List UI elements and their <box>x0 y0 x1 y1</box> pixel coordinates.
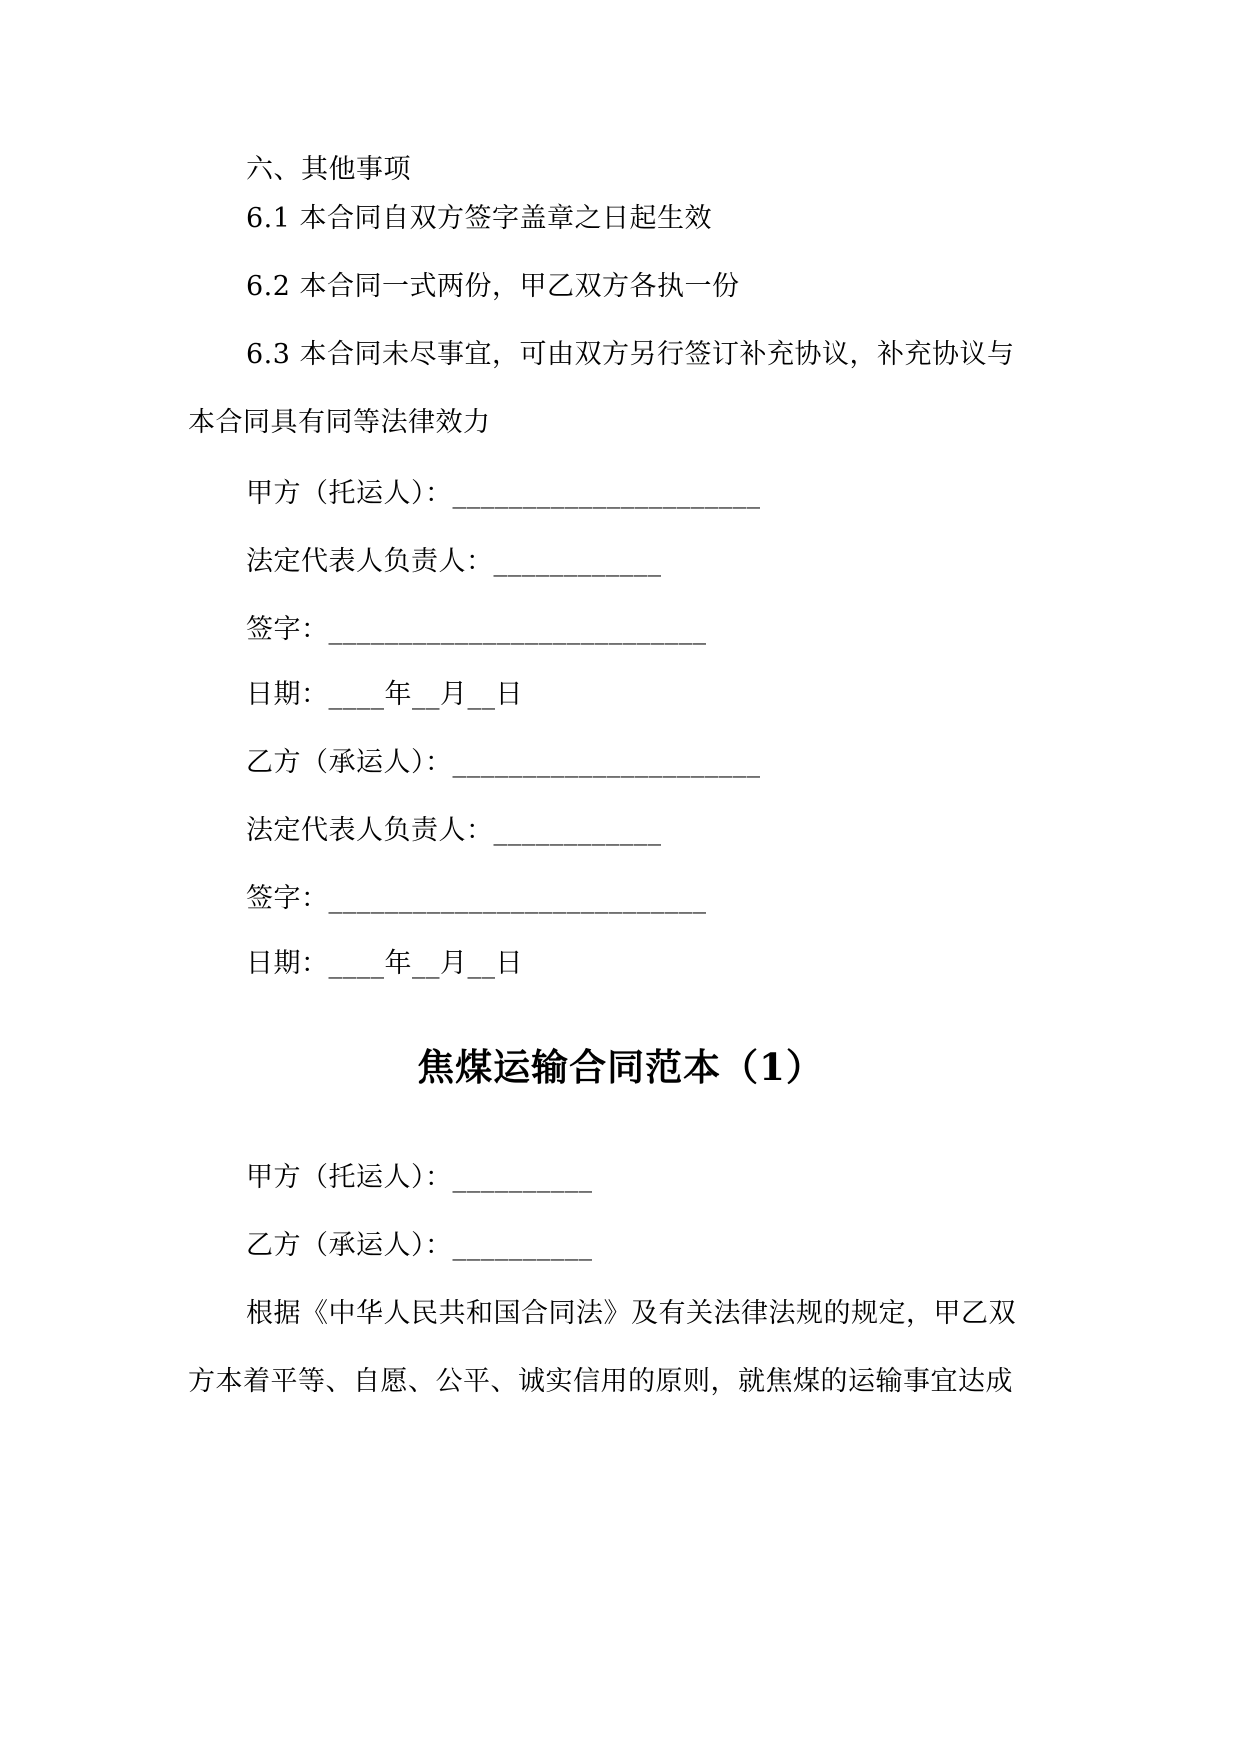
clause-6-2: 6.2 本合同一式两份，甲乙双方各执一份 <box>246 271 740 302</box>
party-b-representative-field: 法定代表人负责人：____________ <box>246 815 662 846</box>
party-b-date-field: 日期：____年__月__日 <box>246 948 523 979</box>
contract-title: 焦煤运输合同范本（1） <box>417 1045 824 1089</box>
contract-party-b-field: 乙方（承运人）：__________ <box>246 1230 593 1261</box>
party-b-field: 乙方（承运人）：______________________ <box>246 747 761 778</box>
contract-party-a-field: 甲方（托运人）：__________ <box>246 1162 593 1193</box>
section-heading: 六、其他事项 <box>246 154 411 185</box>
party-a-signature-field: 签字：___________________________ <box>246 614 707 645</box>
contract-intro-line-1: 根据《中华人民共和国合同法》及有关法律法规的规定，甲乙双 <box>246 1298 1016 1329</box>
party-a-field: 甲方（托运人）：______________________ <box>246 478 761 509</box>
contract-intro-line-2: 方本着平等、自愿、公平、诚实信用的原则，就焦煤的运输事宜达成 <box>188 1366 1013 1397</box>
party-a-date-field: 日期：____年__月__日 <box>246 679 523 710</box>
clause-6-1: 6.1 本合同自双方签字盖章之日起生效 <box>246 203 713 234</box>
party-a-representative-field: 法定代表人负责人：____________ <box>246 546 662 577</box>
party-b-signature-field: 签字：___________________________ <box>246 883 707 914</box>
clause-6-3: 6.3 本合同未尽事宜，可由双方另行签订补充协议，补充协议与 <box>246 339 1015 370</box>
clause-6-3-continued: 本合同具有同等法律效力 <box>188 407 491 438</box>
